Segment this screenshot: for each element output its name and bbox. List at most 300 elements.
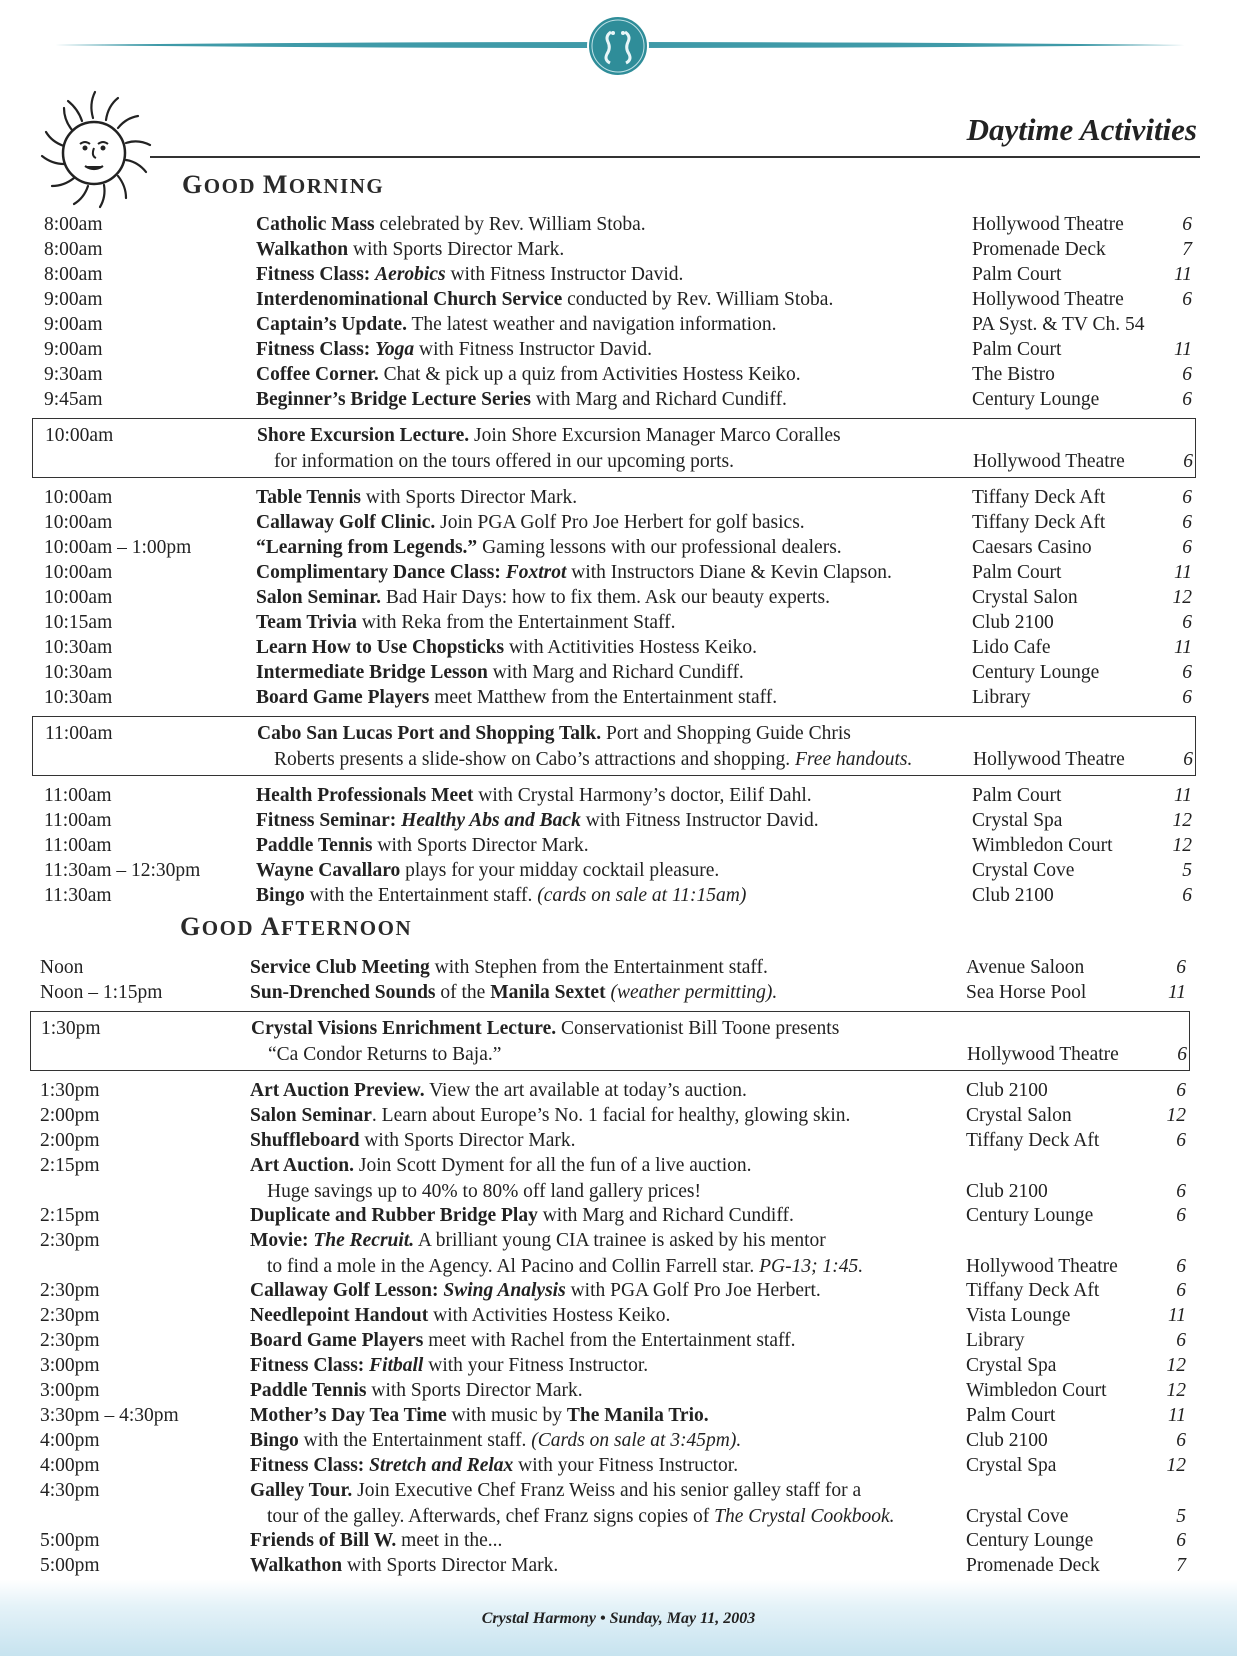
activity-venue: Century Lounge — [966, 1530, 1094, 1551]
activity-text: Stretch and Relax — [369, 1455, 514, 1476]
activity-text: conducted by Rev. William Stoba. — [567, 289, 834, 310]
activity-description — [256, 883, 746, 909]
header-divider — [150, 156, 1200, 158]
activity-text: Catholic Mass — [256, 214, 375, 235]
activity-time: 4:00pm — [40, 1455, 100, 1476]
activity-text: with the Entertainment staff. — [303, 1430, 527, 1451]
activity-text: with PGA Golf Pro Joe Herbert. — [570, 1280, 821, 1301]
activity-text: The latest weather and navigation information. — [411, 314, 777, 335]
deck-number: 6 — [1176, 1330, 1186, 1351]
activity-text: with Fitness Instructor David. — [450, 264, 684, 285]
deck-number: 6 — [1176, 1130, 1186, 1151]
activity-text: Intermediate Bridge Lesson — [256, 662, 488, 683]
activity-text: Service Club Meeting — [250, 957, 430, 978]
activity-text: Mother’s Day Tea Time — [250, 1405, 447, 1426]
schedule-row — [30, 1403, 1190, 1429]
activity-description — [257, 721, 851, 747]
deck-number: 12 — [1166, 1380, 1186, 1401]
activity-venue: Century Lounge — [966, 1205, 1094, 1226]
deck-number: 6 — [1176, 1430, 1186, 1451]
activity-description-continued — [274, 449, 734, 475]
activity-description — [251, 1016, 839, 1042]
activity-text: (weather permitting). — [610, 982, 778, 1003]
schedule-row — [30, 685, 1196, 711]
activity-text: with your Fitness Instructor. — [518, 1455, 739, 1476]
activity-text: Chat & pick up a quiz from Activities Hostess Keiko. — [383, 364, 801, 385]
deck-number: 11 — [1167, 1305, 1186, 1326]
schedule-row — [30, 585, 1196, 611]
activity-time: 2:00pm — [40, 1105, 100, 1126]
activity-venue: Palm Court — [972, 785, 1062, 806]
activity-time: 3:30pm – 4:30pm — [40, 1405, 179, 1426]
activity-text: with your Fitness Instructor. — [428, 1355, 649, 1376]
activity-text: Art Auction Preview. — [250, 1080, 425, 1101]
deck-number: 6 — [1176, 1280, 1186, 1301]
activity-text: Foxtrot — [505, 562, 567, 583]
activity-venue: Club 2100 — [972, 612, 1054, 633]
activity-text: with Sports Director Mark. — [364, 1130, 576, 1151]
sun-face-icon — [28, 88, 158, 218]
activity-text: Join PGA Golf Pro Joe Herbert for golf basics. — [440, 512, 805, 533]
activity-text: meet Matthew from the Entertainment staff. — [434, 687, 778, 708]
activity-text: Sun-Drenched Sounds — [250, 982, 436, 1003]
activity-description — [256, 362, 801, 388]
activity-text: Art Auction. — [250, 1155, 354, 1176]
activity-venue: Tiffany Deck Aft — [972, 487, 1106, 508]
activity-text: Paddle Tennis — [250, 1380, 367, 1401]
activity-time: 10:30am — [44, 637, 113, 658]
activity-venue: Tiffany Deck Aft — [966, 1130, 1100, 1151]
activity-text: Aerobics — [375, 264, 446, 285]
activity-description — [256, 510, 805, 536]
activity-text: Cabo San Lucas Port and Shopping Talk. — [257, 723, 602, 744]
activity-venue: Crystal Spa — [972, 810, 1063, 831]
activity-time: Noon – 1:15pm — [40, 982, 163, 1003]
deck-number: 6 — [1176, 1205, 1186, 1226]
activity-description — [256, 237, 564, 263]
activity-text: The Recruit. — [313, 1230, 415, 1251]
activity-text: Walkathon — [250, 1555, 343, 1576]
activity-text: The Crystal Cookbook. — [714, 1506, 895, 1527]
activity-text: Needlepoint Handout — [250, 1305, 429, 1326]
activity-venue: Hollywood Theatre — [972, 214, 1124, 235]
schedule-row — [30, 783, 1196, 809]
activity-description — [250, 1128, 576, 1154]
schedule-row — [30, 337, 1196, 363]
deck-number: 11 — [1173, 264, 1192, 285]
activity-time: 2:30pm — [40, 1280, 100, 1301]
activity-description — [256, 387, 787, 413]
schedule-row — [30, 1428, 1190, 1454]
deck-number: 11 — [1167, 982, 1186, 1003]
deck-number: 6 — [1183, 451, 1193, 472]
activity-text: Fitness Class: — [256, 264, 376, 285]
activity-description-continued — [267, 1179, 701, 1205]
activity-description — [256, 585, 830, 611]
activity-venue: Wimbledon Court — [966, 1380, 1107, 1401]
deck-number: 6 — [1176, 1256, 1186, 1277]
activity-time: 10:30am — [44, 662, 113, 683]
activity-time: 9:00am — [44, 289, 103, 310]
activity-time: 4:30pm — [40, 1480, 100, 1501]
activity-description — [256, 485, 577, 511]
activity-text: Free handouts. — [795, 749, 913, 770]
afternoon-heading: GOOD AFTERNOON — [180, 912, 413, 941]
activity-text: with Crystal Harmony’s doctor, Eilif Dahl. — [478, 785, 812, 806]
activity-text: for information on the tours offered in our upcoming ports. — [274, 451, 734, 472]
activity-text: Fitness Class: — [256, 339, 376, 360]
activity-description — [256, 287, 833, 313]
schedule-row — [30, 1353, 1190, 1379]
activity-venue: Palm Court — [972, 339, 1062, 360]
activity-venue: Club 2100 — [972, 885, 1054, 906]
activity-description-continued — [267, 1504, 894, 1530]
activity-description — [250, 1428, 741, 1454]
activity-time: 10:00am — [44, 512, 113, 533]
deck-number: 6 — [1182, 687, 1192, 708]
deck-number: 12 — [1172, 835, 1192, 856]
activity-text: with Reka from the Entertainment Staff. — [361, 612, 676, 633]
activity-text: Health Professionals Meet — [256, 785, 474, 806]
schedule-row — [30, 212, 1196, 238]
activity-time: 11:00am — [44, 810, 112, 831]
activity-text: Bad Hair Days: how to fix them. Ask our beauty experts. — [385, 587, 830, 608]
activity-description — [250, 955, 768, 981]
activity-description — [256, 337, 652, 363]
activity-text: Crystal Visions Enrichment Lecture. — [251, 1018, 557, 1039]
deck-number: 11 — [1173, 562, 1192, 583]
activity-time: 11:30am – 12:30pm — [44, 860, 201, 881]
activity-text: PG-13; 1:45. — [759, 1256, 864, 1277]
activity-venue: Palm Court — [966, 1405, 1056, 1426]
activity-venue: Club 2100 — [966, 1080, 1048, 1101]
deck-number: 11 — [1167, 1405, 1186, 1426]
schedule-row — [30, 980, 1190, 1006]
activity-text: Beginner’s Bridge Lecture Series — [256, 389, 531, 410]
activity-description — [256, 560, 892, 586]
activity-text: Friends of Bill W. — [250, 1530, 397, 1551]
activity-text: with Fitness Instructor David. — [419, 339, 652, 360]
activity-text: Learn How to Use Chopsticks — [256, 637, 505, 658]
schedule-row — [30, 1478, 1190, 1527]
activity-text: Bingo — [250, 1430, 299, 1451]
schedule-row — [30, 560, 1196, 586]
activity-time: 3:00pm — [40, 1355, 100, 1376]
activity-time: 2:15pm — [40, 1155, 100, 1176]
activity-description-continued — [274, 747, 912, 773]
schedule-row — [30, 1078, 1190, 1104]
activity-venue: Hollywood Theatre — [966, 1256, 1118, 1277]
schedule-row — [30, 510, 1196, 536]
deck-number: 6 — [1182, 289, 1192, 310]
activity-time: 9:30am — [44, 364, 103, 385]
activity-venue: Sea Horse Pool — [966, 982, 1087, 1003]
activity-venue: Library — [972, 687, 1031, 708]
activity-time: 10:00am – 1:00pm — [44, 537, 192, 558]
activity-time: 10:15am — [44, 612, 113, 633]
activity-text: Gaming lessons with our professional dealers. — [482, 537, 842, 558]
activity-description — [250, 1403, 709, 1429]
deck-number: 6 — [1182, 662, 1192, 683]
deck-number: 12 — [1166, 1455, 1186, 1476]
schedule-row — [30, 1228, 1190, 1277]
activity-venue: Wimbledon Court — [972, 835, 1113, 856]
schedule-row — [30, 387, 1196, 413]
schedule-row — [30, 1103, 1190, 1129]
activity-venue: Hollywood Theatre — [973, 451, 1125, 472]
schedule-row — [30, 1011, 1190, 1071]
activity-description — [256, 660, 744, 686]
activity-venue: Club 2100 — [966, 1181, 1048, 1202]
activity-text: Callaway Golf Clinic. — [256, 512, 436, 533]
activity-text: with Marg and Richard Cundiff. — [542, 1205, 794, 1226]
activity-text: Fitball — [369, 1355, 424, 1376]
activity-venue: Crystal Salon — [972, 587, 1078, 608]
deck-number: 5 — [1176, 1506, 1186, 1527]
activity-text: Fitness Class: — [250, 1355, 370, 1376]
activity-text: meet in the... — [401, 1530, 503, 1551]
activity-description — [256, 262, 683, 288]
schedule-row — [30, 833, 1196, 859]
activity-time: 10:00am — [44, 562, 113, 583]
footer-text: Crystal Harmony • Sunday, May 11, 2003 — [481, 1610, 756, 1627]
activity-description-continued — [268, 1042, 501, 1068]
deck-number: 6 — [1182, 885, 1192, 906]
schedule-row — [30, 1278, 1190, 1304]
activity-text: with Instructors Diane & Kevin Clapson. — [571, 562, 892, 583]
activity-text: of the — [440, 982, 486, 1003]
schedule-row — [30, 237, 1196, 263]
activity-text: meet with Rachel from the Entertainment staff. — [428, 1330, 796, 1351]
activity-time: 10:00am — [45, 425, 114, 446]
activity-text: with Sports Director Mark. — [377, 835, 589, 856]
activity-description — [256, 858, 719, 884]
activity-time: 2:30pm — [40, 1230, 100, 1251]
activity-text: with Sports Director Mark. — [353, 239, 565, 260]
activity-text: Board Game Players — [250, 1330, 424, 1351]
activity-text: with Fitness Instructor David. — [585, 810, 819, 831]
schedule-row — [30, 1553, 1190, 1579]
activity-time: 11:00am — [45, 723, 113, 744]
activity-text: Yoga — [375, 339, 415, 360]
activity-text: Conservationist Bill Toone presents — [561, 1018, 840, 1039]
activity-time: 3:00pm — [40, 1380, 100, 1401]
schedule-row — [30, 610, 1196, 636]
deck-number: 6 — [1177, 1044, 1187, 1065]
activity-venue: Crystal Cove — [966, 1506, 1069, 1527]
activity-text: Join Scott Dyment for all the fun of a live auction. — [358, 1155, 752, 1176]
activity-text: Roberts presents a slide-show on Cabo’s attractions and shopping. — [274, 749, 791, 770]
activity-time: 1:30pm — [40, 1080, 100, 1101]
activity-time: 5:00pm — [40, 1530, 100, 1551]
activity-text: Shuffleboard — [250, 1130, 360, 1151]
deck-number: 6 — [1182, 612, 1192, 633]
activity-text: Callaway Golf Lesson: — [250, 1280, 444, 1301]
schedule-row — [30, 1128, 1190, 1154]
schedule-row — [30, 312, 1196, 338]
activity-description — [256, 635, 757, 661]
deck-number: 5 — [1182, 860, 1192, 881]
deck-number: 7 — [1176, 1555, 1186, 1576]
activity-text: Table Tennis — [256, 487, 361, 508]
activity-description — [256, 783, 812, 809]
activity-venue: Hollywood Theatre — [973, 749, 1125, 770]
schedule-row — [30, 858, 1196, 884]
activity-time: 8:00am — [44, 239, 103, 260]
activity-description — [250, 1153, 752, 1179]
schedule-row — [32, 716, 1196, 776]
activity-text: Fitness Class: — [250, 1455, 370, 1476]
schedule-row — [30, 262, 1196, 288]
activity-venue: Century Lounge — [972, 389, 1100, 410]
activity-time: 10:00am — [44, 487, 113, 508]
deck-number: 6 — [1176, 1181, 1186, 1202]
activity-venue: Tiffany Deck Aft — [972, 512, 1106, 533]
activity-description — [250, 980, 777, 1006]
activity-time: 10:30am — [44, 687, 113, 708]
deck-number: 6 — [1176, 1530, 1186, 1551]
deck-number: 6 — [1176, 957, 1186, 978]
activity-description — [250, 1378, 583, 1404]
activity-venue: Palm Court — [972, 264, 1062, 285]
activity-time: 2:15pm — [40, 1205, 100, 1226]
activity-description — [250, 1353, 648, 1379]
schedule-row — [30, 955, 1190, 981]
activity-text: Join Executive Chef Franz Weiss and his senior galley staff for a — [357, 1480, 862, 1501]
deck-number: 7 — [1182, 239, 1192, 260]
activity-time: 8:00am — [44, 264, 103, 285]
schedule-row — [30, 1453, 1190, 1479]
deck-number: 12 — [1172, 587, 1192, 608]
activity-text: (Cards on sale at 3:45pm). — [531, 1430, 742, 1451]
schedule-row — [32, 418, 1196, 478]
activity-text: Team Trivia — [256, 612, 357, 633]
activity-time: 9:00am — [44, 314, 103, 335]
activity-text: with Marg and Richard Cundiff. — [535, 389, 787, 410]
activity-venue: Hollywood Theatre — [972, 289, 1124, 310]
activity-text: The Manila Trio. — [566, 1405, 709, 1426]
activity-text: Coffee Corner. — [256, 364, 379, 385]
activity-description — [250, 1278, 821, 1304]
activity-venue: Crystal Cove — [972, 860, 1075, 881]
activity-time: 4:00pm — [40, 1430, 100, 1451]
activity-text: “Ca Condor Returns to Baja.” — [268, 1044, 502, 1065]
activity-text: Movie: — [250, 1230, 314, 1251]
schedule-row — [30, 287, 1196, 313]
deck-number: 12 — [1166, 1355, 1186, 1376]
schedule-row — [30, 485, 1196, 511]
deck-number: 6 — [1182, 214, 1192, 235]
activity-description — [256, 833, 589, 859]
activity-time: 11:00am — [44, 835, 112, 856]
activity-text: Bingo — [256, 885, 305, 906]
activity-venue: Tiffany Deck Aft — [966, 1280, 1100, 1301]
activity-text: Salon Seminar — [250, 1105, 372, 1126]
schedule-row — [30, 1378, 1190, 1404]
activity-text: Duplicate and Rubber Bridge Play — [250, 1205, 538, 1226]
activity-time: 1:30pm — [41, 1018, 101, 1039]
activity-text: “Learning from Legends.” — [256, 537, 478, 558]
deck-number: 12 — [1172, 810, 1192, 831]
activity-time: 8:00am — [44, 214, 103, 235]
deck-number: 6 — [1182, 389, 1192, 410]
activity-description — [250, 1203, 794, 1229]
activity-venue: Vista Lounge — [966, 1305, 1071, 1326]
activity-time: 2:30pm — [40, 1305, 100, 1326]
activity-venue: Crystal Spa — [966, 1455, 1057, 1476]
activity-venue: PA Syst. & TV Ch. 54 — [972, 314, 1145, 335]
activity-text: plays for your midday cocktail pleasure. — [405, 860, 720, 881]
activity-time: 2:30pm — [40, 1330, 100, 1351]
activity-text: with Actitivities Hostess Keiko. — [508, 637, 758, 658]
activity-text: Healthy Abs and Back — [401, 810, 581, 831]
activity-description — [256, 312, 776, 338]
activity-venue: Library — [966, 1330, 1025, 1351]
activity-time: 9:45am — [44, 389, 103, 410]
activity-text: Captain’s Update. — [256, 314, 407, 335]
activity-venue: Avenue Saloon — [966, 957, 1085, 978]
activity-text: with Stephen from the Entertainment staff. — [434, 957, 768, 978]
schedule-row — [30, 1303, 1190, 1329]
activity-text: with music by — [451, 1405, 562, 1426]
activity-text: Manila Sextet — [490, 982, 606, 1003]
activity-description — [256, 685, 777, 711]
schedule-row — [30, 535, 1196, 561]
activity-description — [250, 1453, 738, 1479]
activity-text: Complimentary Dance Class: — [256, 562, 506, 583]
activity-text: with Sports Director Mark. — [347, 1555, 559, 1576]
activity-text: View the art available at today’s auction. — [429, 1080, 747, 1101]
activity-description — [257, 423, 841, 449]
activity-description — [250, 1478, 861, 1504]
activity-venue: Club 2100 — [966, 1430, 1048, 1451]
activity-description — [250, 1303, 670, 1329]
activity-text: Port and Shopping Guide Chris — [605, 723, 851, 744]
morning-heading: GOOD MORNING — [182, 170, 385, 199]
activity-time: 11:30am — [44, 885, 112, 906]
activity-text: Join Shore Excursion Manager Marco Coralles — [474, 425, 841, 446]
activity-text: celebrated by Rev. William Stoba. — [379, 214, 646, 235]
activity-text: Galley Tour. — [250, 1480, 353, 1501]
activity-text: tour of the galley. Afterwards, chef Franz signs copies of — [267, 1506, 710, 1527]
activity-description — [256, 808, 819, 834]
activity-text: Paddle Tennis — [256, 835, 373, 856]
deck-number: 11 — [1173, 637, 1192, 658]
schedule-row — [30, 1528, 1190, 1554]
activity-text: to find a mole in the Agency. Al Pacino and Collin Farrell star. — [267, 1256, 755, 1277]
activity-venue: Promenade Deck — [966, 1555, 1100, 1576]
activity-description — [250, 1103, 850, 1129]
activity-time: 10:00am — [44, 587, 113, 608]
activity-text: Shore Excursion Lecture. — [257, 425, 470, 446]
activity-venue: Hollywood Theatre — [967, 1044, 1119, 1065]
schedule-row — [30, 1203, 1190, 1229]
activity-time: 5:00pm — [40, 1555, 100, 1576]
deck-number: 11 — [1173, 339, 1192, 360]
activity-description — [256, 535, 842, 561]
activity-venue: Crystal Salon — [966, 1105, 1072, 1126]
activity-description — [250, 1328, 796, 1354]
activity-text: with Activities Hostess Keiko. — [433, 1305, 671, 1326]
schedule-row — [30, 1153, 1190, 1202]
activity-text: with Sports Director Mark. — [371, 1380, 583, 1401]
deck-number: 12 — [1166, 1105, 1186, 1126]
activity-description — [256, 610, 676, 636]
deck-number: 6 — [1176, 1080, 1186, 1101]
activity-text: Interdenominational Church Service — [256, 289, 563, 310]
deck-number: 6 — [1183, 749, 1193, 770]
section-title: Daytime Activities — [966, 112, 1197, 147]
